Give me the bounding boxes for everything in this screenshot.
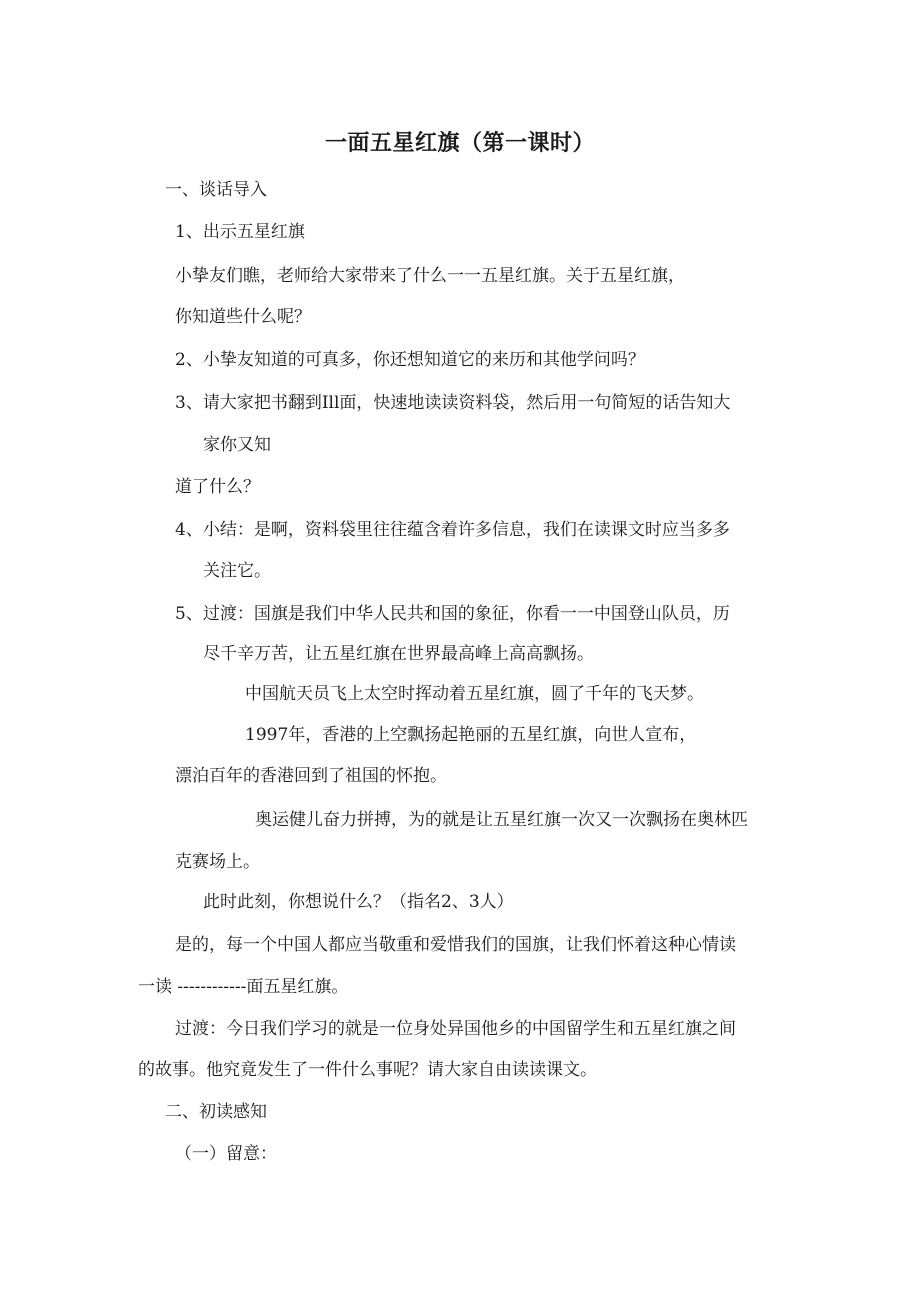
paragraph-line: 过渡：今日我们学习的就是一位身处异国他乡的中国留学生和五星红旗之间	[175, 1019, 736, 1039]
paragraph-line: 小挚友们瞧，老师给大家带来了什么一一五星红旗。关于五星红旗，	[175, 266, 685, 286]
paragraph-line: 2、小挚友知道的可真多，你还想知道它的来历和其他学问吗？	[175, 350, 645, 370]
paragraph-line: 3、请大家把书翻到Ill面，快速地读读资料袋，然后用一句简短的话告知大	[175, 393, 731, 413]
paragraph-line: 家你又知	[203, 435, 271, 455]
paragraph-line: 漂泊百年的香港回到了祖国的怀抱。	[175, 766, 447, 786]
paragraph-line: 关注它。	[203, 561, 271, 581]
paragraph-line: 的故事。他究竟发生了一件什么事呢？请大家自由读读课文。	[138, 1060, 597, 1080]
paragraph-line: 1、出示五星红旗	[175, 222, 305, 242]
paragraph-line: 是的，每一个中国人都应当敬重和爱惜我们的国旗，让我们怀着这种心情读	[175, 935, 736, 955]
paragraph-line: 4、小结：是啊，资料袋里往往蕴含着许多信息，我们在读课文时应当多多	[175, 520, 730, 540]
paragraph-line: 一读 ------------面五星红旗。	[138, 977, 349, 997]
paragraph-line: （一）留意：	[175, 1144, 277, 1164]
paragraph-line: 尽千辛万苦，让五星红旗在世界最高峰上高高飘扬。	[203, 644, 594, 664]
paragraph-line: 1997年，香港的上空飘扬起艳丽的五星红旗，向世人宣布，	[245, 725, 697, 745]
paragraph-line: 你知道些什么呢？	[175, 307, 311, 327]
section-heading-intro: 一、谈话导入	[165, 180, 267, 200]
paragraph-line: 5、过渡：国旗是我们中华人民共和国的象征，你看一一中国登山队员，历	[175, 604, 730, 624]
paragraph-line: 奥运健儿奋力拼搏，为的就是让五星红旗一次又一次飘扬在奥林匹	[255, 810, 748, 830]
paragraph-line: 中国航天员飞上太空时挥动着五星红旗，圆了千年的飞天梦。	[245, 684, 704, 704]
paragraph-line: 克赛场上。	[175, 852, 260, 872]
paragraph-line: 此时此刻，你想说什么？（指名2、3人）	[203, 892, 514, 912]
section-heading-reading: 二、初读感知	[165, 1102, 267, 1122]
document-title: 一面五星红旗（第一课时）	[324, 131, 595, 156]
paragraph-line: 道了什么？	[175, 477, 260, 497]
